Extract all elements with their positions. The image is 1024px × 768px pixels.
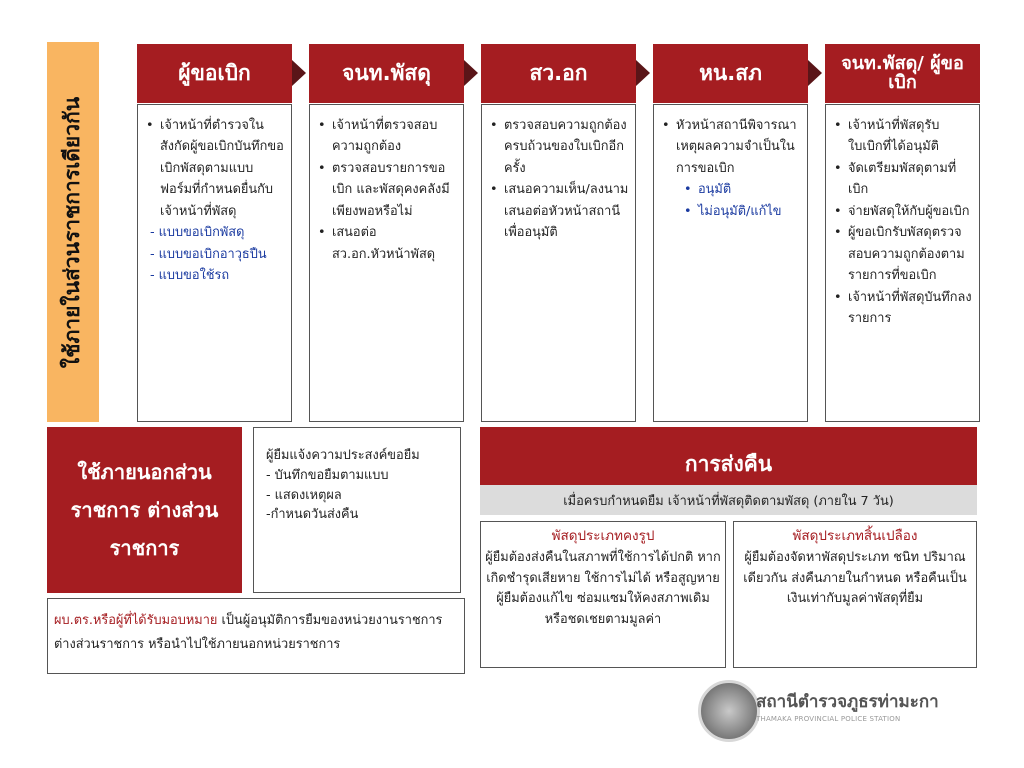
consumable-goods-box bbox=[733, 521, 977, 668]
durable-goods-title: พัสดุประเภทคงรูป bbox=[551, 528, 655, 544]
list-item: • ผู้ขอเบิกรับพัสดุตรวจสอบความถูกต้องตามรายการที่ขอเบิก bbox=[832, 222, 973, 286]
side-label-text: ใช้ภายในส่วนราชการเดียวกัน bbox=[60, 96, 85, 368]
borrow-procedure-box bbox=[253, 427, 461, 593]
outside-title: ใช้ภายนอกส่วนราชการ ต่างส่วนราชการ bbox=[47, 427, 242, 593]
list-item: • จัดเตรียมพัสดุตามที่เบิก bbox=[832, 158, 973, 201]
list-item: • เจ้าหน้าที่ตรวจสอบความถูกต้อง bbox=[316, 115, 457, 158]
station-name-english: THAMAKA PROVINCIAL POLICE STATION bbox=[756, 715, 901, 723]
approval-note-text: เป็นผู้อนุมัติการยืมของหน่วยงานราชการต่างส่วนราชการ หรือนำไปใช้ภายนอกหน่วยราชการ bbox=[54, 613, 443, 653]
arrow-icon bbox=[292, 60, 306, 86]
step-header-supply-officer: จนท.พัสดุ bbox=[309, 44, 464, 103]
consumable-goods-text: ผู้ยืมต้องจัดหาพัสดุประเภท ชนิท ปริมาณ เดียวกัน ส่งคืนภายในกำหนด หรือคืนเป็นเงินเท่ากับมูลค่าพัสดุที่ยืม bbox=[743, 549, 967, 607]
step-box-officer-requester bbox=[825, 104, 980, 422]
police-emblem-icon bbox=[698, 680, 760, 742]
list-item: • เจ้าหน้าที่พัสดุบันทึกลงรายการ bbox=[832, 287, 973, 330]
list-item: • เสนอความเห็น/ลงนามเสนอต่อหัวหน้าสถานี เพื่ออนุมัติ bbox=[488, 179, 629, 243]
borrow-line: ผู้ยืมแจ้งความประสงค์ขอยืม bbox=[266, 448, 420, 463]
arrow-icon bbox=[464, 60, 478, 86]
approval-note bbox=[47, 598, 465, 674]
durable-goods-box bbox=[480, 521, 726, 668]
side-label bbox=[47, 42, 99, 422]
step-header-deputy: สว.อก bbox=[481, 44, 636, 103]
list-item: - แบบขอเบิกพัสดุ bbox=[150, 225, 245, 241]
borrow-line: - แสดงเหตุผล bbox=[266, 487, 342, 503]
borrow-line: -กำหนดวันส่งคืน bbox=[266, 507, 359, 523]
step-box-station-head bbox=[653, 104, 808, 422]
list-item: • จ่ายพัสดุให้กับผู้ขอเบิก bbox=[832, 201, 973, 222]
list-item: • หัวหน้าสถานีพิจารณาเหตุผลความจำเป็นในการขอเบิก bbox=[660, 115, 801, 179]
step-box-supply-officer bbox=[309, 104, 464, 422]
list-item: • ตรวจสอบรายการขอเบิก และพัสดุคงคลังมีเพียงพอหรือไม่ bbox=[316, 158, 457, 222]
durable-goods-text: ผู้ยืมต้องส่งคืนในสภาพที่ใช้การได้ปกติ หากเกิดชำรุดเสียหาย ใช้การไม่ได้ หรือสูญหาย ผู้ยืมต้องแก้ไข ซ่อมแซมให้คงสภาพเดิมหรือชดเชยตามมูลค่า bbox=[485, 549, 721, 628]
list-item: • เสนอต่อ สว.อก.หัวหน้าพัสดุ bbox=[316, 222, 457, 265]
list-item: - แบบขอใช้รถ bbox=[150, 268, 230, 284]
arrow-icon bbox=[636, 60, 650, 86]
list-item: • อนุมัติ bbox=[660, 179, 801, 200]
list-item: • เจ้าหน้าที่พัสดุรับใบเบิกที่ได้อนุมัติ bbox=[832, 115, 973, 158]
list-item: - แบบขอเบิกอาวุธปืน bbox=[150, 246, 267, 262]
approval-note-authority: ผบ.ตร.หรือผู้ที่ได้รับมอบหมาย bbox=[54, 613, 218, 628]
step-header-station-head: หน.สภ bbox=[653, 44, 808, 103]
step-box-requester bbox=[137, 104, 292, 422]
step-header-officer-requester: จนท.พัสดุ/ ผู้ขอเบิก bbox=[825, 44, 980, 103]
list-item: • ตรวจสอบความถูกต้องครบถ้วนของใบเบิกอีกครั้ง bbox=[488, 115, 629, 179]
list-item: • เจ้าหน้าที่ตำรวจในสังกัดผู้ขอเบิกบันทึกขอเบิกพัสดุตามแบบฟอร์มที่กำหนดยื่นกับเจ้าหน้าที่พัสดุ bbox=[144, 115, 285, 222]
step-header-requester: ผู้ขอเบิก bbox=[137, 44, 292, 103]
borrow-line: - บันทึกขอยืมตามแบบ bbox=[266, 467, 389, 483]
return-subtitle: เมื่อครบกำหนดยืม เจ้าหน้าที่พัสดุติดตามพัสดุ (ภายใน 7 วัน) bbox=[480, 485, 977, 515]
consumable-goods-title: พัสดุประเภทสิ้นเปลือง bbox=[792, 528, 918, 544]
list-item: • ไม่อนุมัติ/แก้ไข bbox=[660, 201, 801, 222]
arrow-icon bbox=[808, 60, 822, 86]
step-box-deputy bbox=[481, 104, 636, 422]
station-name: สถานีตำรวจภูธรท่ามะกา bbox=[756, 692, 939, 712]
return-title: การส่งคืน bbox=[480, 427, 977, 485]
